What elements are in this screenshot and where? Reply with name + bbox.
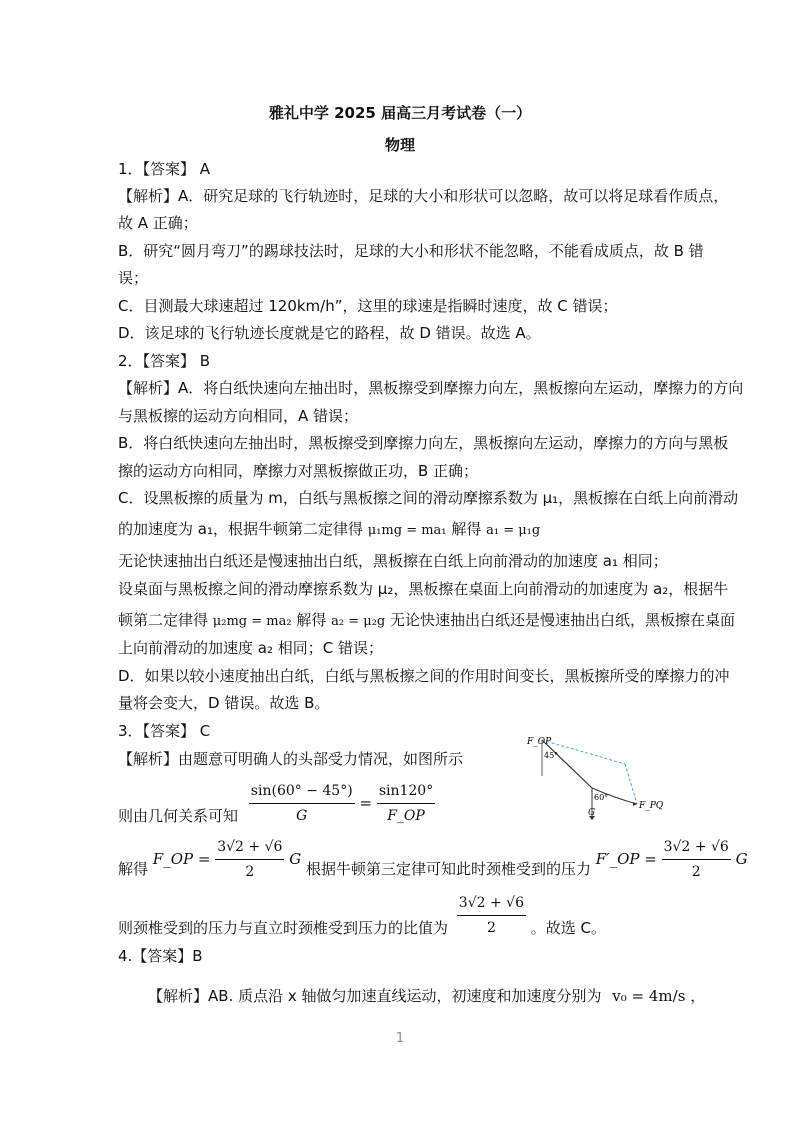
q2-answer: 2．【答案】 B xyxy=(118,352,211,370)
q3-fraction-4-denominator: 2 xyxy=(691,864,701,880)
q3-fraction-4 xyxy=(662,836,731,883)
diagram-label-fpq: F_PQ xyxy=(639,801,664,811)
q3-fraction-4-numerator: 3√2 + √6 xyxy=(662,836,731,860)
q3-line-1: 【解析】由题意可明确人的头部受力情况，如图所示 xyxy=(118,750,464,768)
q2-line-8: 设桌面与黑板擦之间的滑动摩擦系数为 μ₂，黑板擦在桌面上向前滑动的加速度为 a₂，根据牛 xyxy=(118,580,729,598)
q4-line-1-text-b: ， xyxy=(690,987,706,1005)
q1-line-4: 误； xyxy=(118,269,149,287)
q3-fraction-3 xyxy=(215,836,284,883)
q3-fraction-3-denominator: 2 xyxy=(245,864,255,880)
q1-line-5: C．目测最大球速超过 120km/h”，这里的球速是指瞬时速度，故 C 错误； xyxy=(118,297,618,315)
q2-line-10: 上向前滑动的加速度 a₂ 相同；C 错误； xyxy=(118,639,383,657)
q3-fraction-1-denominator: G xyxy=(296,808,308,824)
q2-line-9-text-a: 顿第二定律得 xyxy=(118,611,209,629)
q2-line-11: D．如果以较小速度抽出白纸，白纸与黑板擦之间的作用时间变长，黑板擦所受的摩擦力的冲 xyxy=(118,667,730,685)
force-pq-dashed-line xyxy=(625,764,637,804)
q3-fraction-1 xyxy=(249,780,355,827)
q3-equation-2-g: G xyxy=(735,850,748,868)
diagram-label-fop: F_OP xyxy=(527,737,552,747)
q3-fraction-5-denominator: 2 xyxy=(486,920,496,936)
angle-60-label: 60° xyxy=(594,793,609,802)
q2-line-5: C．设黑板擦的质量为 m，白纸与黑板擦之间的滑动摩擦系数为 μ₁，黑板擦在白纸上向前滑动 xyxy=(118,489,739,507)
q3-line-4-text-b: 。故选 C。 xyxy=(530,918,607,937)
force-diagram xyxy=(525,728,690,820)
q2-line-9-text-b: 解得 xyxy=(296,611,327,629)
q2-line-1: 【解析】A．将白纸快速向左抽出时，黑板擦受到摩擦力向左，黑板擦向左运动，摩擦力的方向 xyxy=(118,379,744,397)
q3-line-2-text: 则由几何关系可知 xyxy=(118,806,239,825)
q3-line-4-text-a: 则颈椎受到的压力与直立时颈椎受到压力的比值为 xyxy=(118,918,449,937)
q3-equation-2-lhs: F′_OP = xyxy=(595,850,657,868)
diagram-label-g: G xyxy=(588,808,596,818)
q2-line-3: B．将白纸快速向左抽出时，黑板擦受到摩擦力向左，黑板擦向左运动，摩擦力的方向与黑板 xyxy=(118,434,729,452)
q2-line-12: 量将会变大，D 错误。故选 B。 xyxy=(118,694,330,712)
q3-fraction-2-denominator: F_OP xyxy=(387,808,425,824)
page-number: 1 xyxy=(395,1031,405,1046)
q3-fraction-2-numerator: sin120° xyxy=(377,780,435,804)
q4-equation: v₀ = 4m/s xyxy=(612,987,686,1005)
exam-title: 雅礼中学 2025 届高三月考试卷（一） xyxy=(268,104,532,122)
q3-equation-g: G xyxy=(289,850,302,868)
q2-equation-1: μ₁mg = ma₁ xyxy=(367,523,447,538)
q3-line-3 xyxy=(118,836,748,883)
q3-fraction-1-numerator: sin(60° − 45°) xyxy=(249,780,355,804)
q3-fraction-5 xyxy=(457,892,526,939)
q2-line-7: 无论快速抽出白纸还是慢速抽出白纸，黑板擦在白纸上向前滑动的加速度 a₁ 相同； xyxy=(118,552,668,570)
q2-equation-4: a₂ = μ₂g xyxy=(331,614,386,629)
q4-line-1 xyxy=(148,985,705,1007)
q3-line-2 xyxy=(118,780,435,827)
q4-answer: 4.【答案】B xyxy=(118,947,203,965)
angle-45-label: 45° xyxy=(544,751,559,760)
q3-equals-sign: = xyxy=(359,794,373,812)
q1-line-1: 【解析】A．研究足球的飞行轨迹时，足球的大小和形状可以忽略，故可以将足球看作质点， xyxy=(118,187,729,205)
q2-equation-2: a₁ = μ₁g xyxy=(486,523,541,538)
q2-line-6-text-b: 解得 xyxy=(451,520,482,538)
q3-line-4 xyxy=(118,892,606,939)
q2-line-4: 擦的运动方向相同，摩擦力对黑板擦做正功，B 正确； xyxy=(118,462,479,480)
q3-fraction-2 xyxy=(377,780,435,827)
subject-title: 物理 xyxy=(384,136,415,154)
q1-answer: 1．【答案】 A xyxy=(118,160,211,178)
q2-line-9-text-c: 无论快速抽出白纸还是慢速抽出白纸，黑板擦在桌面 xyxy=(390,611,736,629)
q3-line-3-text-a: 解得 xyxy=(118,859,149,878)
q3-line-3-text-b: 根据牛顿第三定律可知此时颈椎受到的压力 xyxy=(305,859,591,878)
q1-line-2: 故 A 正确； xyxy=(118,214,198,232)
q1-line-6: D．该足球的飞行轨迹长度就是它的路程，故 D 错误。故选 A。 xyxy=(118,324,541,342)
q2-equation-3: μ₂mg = ma₂ xyxy=(212,614,292,629)
q4-line-1-text-a: 【解析】AB. 质点沿 x 轴做匀加速直线运动，初速度和加速度分别为 xyxy=(148,987,602,1005)
q3-equation-lhs: F_OP = xyxy=(152,850,211,868)
q3-answer: 3．【答案】 C xyxy=(118,722,211,740)
q2-line-9 xyxy=(118,609,735,633)
q2-line-6-text-a: 的加速度为 a₁，根据牛顿第二定律得 xyxy=(118,520,363,538)
q2-line-6 xyxy=(118,518,540,542)
q3-fraction-5-numerator: 3√2 + √6 xyxy=(457,892,526,916)
q1-line-3: B．研究“圆月弯刀”的踢球技法时，足球的大小和形状不能忽略，不能看成质点，故 B 错 xyxy=(118,242,704,260)
q3-fraction-3-numerator: 3√2 + √6 xyxy=(215,836,284,860)
q2-line-2: 与黑板擦的运动方向相同，A 错误； xyxy=(118,407,359,425)
